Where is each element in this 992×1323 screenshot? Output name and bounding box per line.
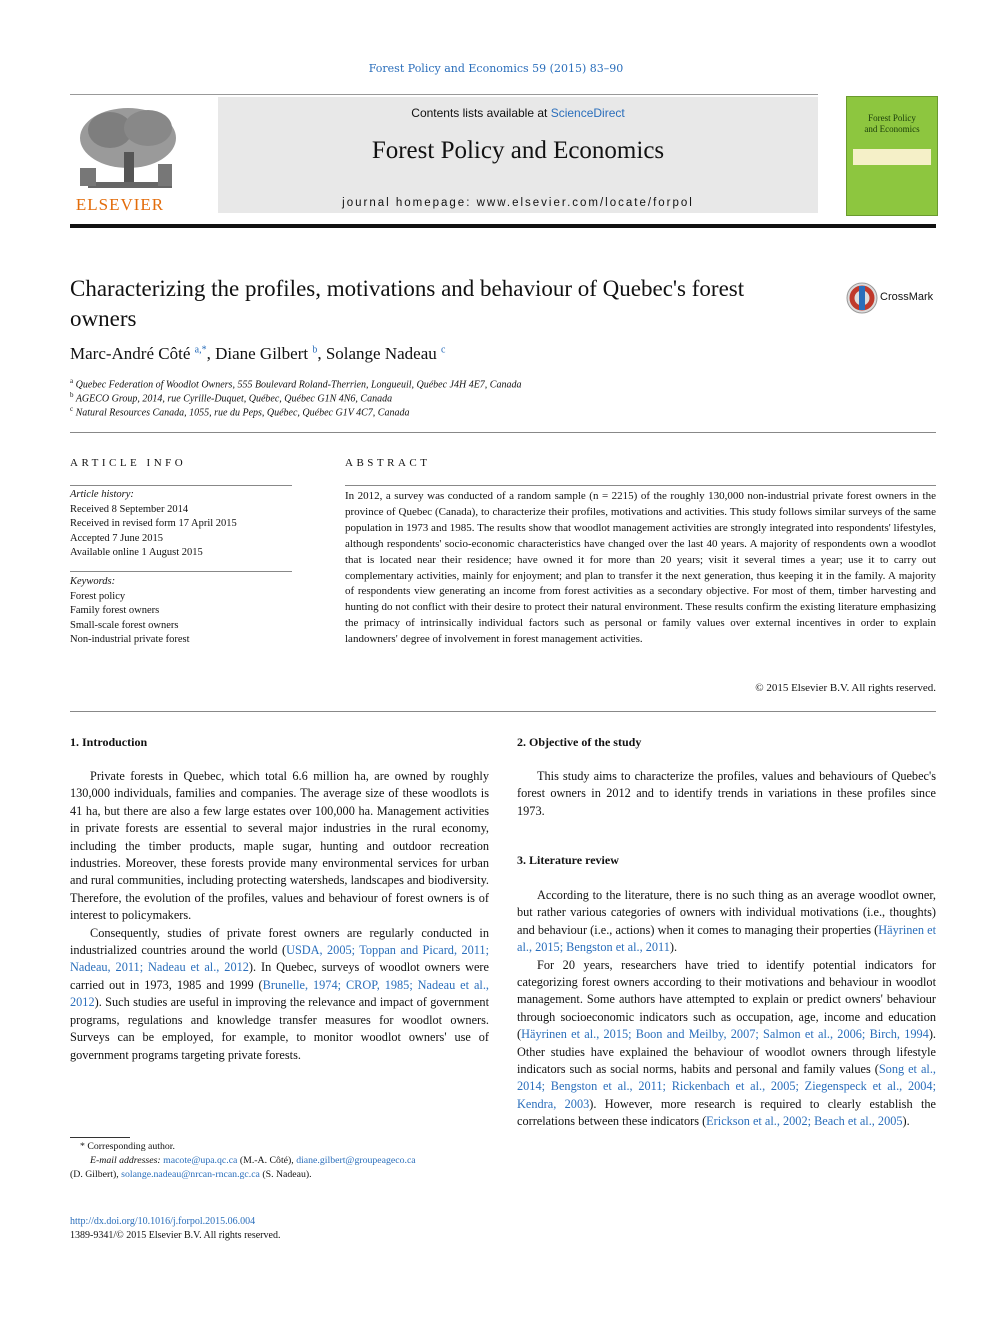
doi-link[interactable]: http://dx.doi.org/10.1016/j.forpol.2015.06.004: [70, 1216, 256, 1227]
section-heading-objective: 2. Objective of the study: [517, 735, 642, 749]
sciencedirect-link[interactable]: ScienceDirect: [550, 106, 625, 120]
author-name[interactable]: Marc-André Côté: [70, 344, 191, 363]
affiliation: $^b$ AGECO Group, 2014, rue Cyrille-Duquet, Québec, Québec G1N 4N6, Canada: [70, 391, 393, 405]
paragraph: Consequently, studies of private forest owners are regularly conducted in industrialized countries around the world (USDA, 2005; Toppan and Picard, 2011; Nadeau, 2011; Nadeau et al., 2012). In Quebec, surveys of woodlot owners were carried out in 1973, 1985 and 1999 (Brunelle, 1974; CROP, 1985; Nadeau et al., 2012). Such studies are useful in improving the relevance and impact of government programs, regulations and knowledge transfer measures for woodlot owners. Surveys can be employed, for example, to monitor woodlot owners' use of government programs targeting private forests.: [70, 925, 489, 1062]
header-top-rule: [70, 94, 818, 95]
header-bottom-rule: [70, 224, 936, 228]
divider: [345, 485, 936, 486]
paragraph: Private forests in Quebec, which total 6.6 million ha, are owned by roughly 130,000 individuals, families and companies. The average size of these woodlots is 41 ha, but there are also a few large estates over 100,000 ha. Management activities in private forests are essential to several major industries in the rural economy, including the timber products, maple sugar, hunting and outdoor recreation industries. Moreover, these forests provide many environmental services for urban and rural communities, including protecting watersheds, landscapes and biodiversity. Therefore, the evolution of the profiles, values and behaviour of forest owners is of interest to policymakers.: [70, 769, 489, 923]
keyword: Small-scale forest owners: [70, 619, 179, 631]
issn-copyright: 1389-9341/© 2015 Elsevier B.V. All rights reserved.: [70, 1230, 281, 1241]
journal-cover-thumbnail[interactable]: [846, 96, 938, 216]
copyright: © 2015 Elsevier B.V. All rights reserved.: [755, 682, 936, 694]
contents-availability: Contents lists available at ScienceDirect: [411, 106, 625, 120]
author-name[interactable]: Diane Gilbert: [215, 344, 309, 363]
abstract-text: In 2012, a survey was conducted of a random sample (n = 2215) of the roughly 130,000 non-industrial private forest owners in the province of Quebec (Canada), to characterize their profiles, motivations and activities. This study follows similar surveys of the same population in 1973 and 1985. The results show that woodlot management activities are strongly integrated into respondents' lifestyles, although respondents' socio-economic characteristics have changed over the last 40 years. A majority of respondents own a woodlot that is located near their residence; have owned it for more than 20 years; visit it several times a year; use it to carry out complementary activities, mainly for enjoyment; and plan to transfer it the next generation, thus keeping it in the family. A majority of respondents view generating an income from forest activities as a secondary objective. For most of them, timber harvesting and hunting do not conflict with their desire to protect their natural environment. These results confirm the existing literature emphasizing the primacy of intrinsically individual factors such as personal or family values over external incentives in order to explain landowners' degree of involvement in forest management activities.: [345, 490, 936, 646]
affiliation: $^a$ Quebec Federation of Woodlot Owners, 555 Boulevard Roland-Therrien, Longueuil, Québec J4H 4E7, Canada: [70, 377, 522, 391]
author-list: Marc-André Côté $^{a,*}$, Diane Gilbert $^b$, Solange Nadeau $^c$: [70, 344, 446, 363]
keywords: Keywords: Forest policy Family forest owners Small-scale forest owners Non-industrial private forest: [70, 575, 292, 648]
footnote-rule: [70, 1137, 130, 1138]
citation-link[interactable]: Brunelle, 1974; CROP, 1985; Nadeau et al., 2012: [70, 977, 489, 1010]
keyword: Family forest owners: [70, 605, 160, 616]
divider: [70, 711, 936, 712]
citation-link[interactable]: USDA, 2005; Toppan and Picard, 2011; Nadeau, 2011; Nadeau et al., 2012: [70, 943, 489, 975]
corresponding-author-mark[interactable]: *: [201, 344, 207, 356]
citation-link[interactable]: Song et al., 2014; Bengston et al., 2011; Rickenbach et al., 2005; Ziegenspeck et al., 2004; Kendra, 2003: [517, 1062, 936, 1111]
paragraph: According to the literature, there is no such thing as an average woodlot owner, but rather various categories of owners with individual motivations (i.e., thoughts) and behaviour (i.e., actions) when it comes to managing their properties (Häyrinen et al., 2015; Bengston et al., 2011).: [517, 888, 936, 955]
elsevier-wordmark: ELSEVIER: [75, 195, 165, 214]
paragraph: For 20 years, researchers have tried to identify potential indicators for categorizing forest owners according to their motivations and behaviour in woodlot management. Some authors have attempted to explain or predict owners' behaviour through socioeconomic indicators such as occupation, age, income and education (Häyrinen et al., 2015; Boon and Meilby, 2007; Salmon et al., 2006; Birch, 1994). Other studies have explained the behaviour of woodlot owners through lifestyle indicators such as social norms, habits and personal and family values (Song et al., 2014; Bengston et al., 2011; Rickenbach et al., 2005; Ziegenspeck et al., 2004; Kendra, 2003). However, more research is required to clearly establish the correlations between these indicators (Erickson et al., 2002; Beach et al., 2005).: [517, 957, 936, 1129]
keyword: Non-industrial private forest: [70, 634, 190, 645]
journal-homepage[interactable]: journal homepage: www.elsevier.com/locate/forpol: [342, 197, 694, 209]
section-heading-literature: 3. Literature review: [517, 853, 619, 867]
journal-title: Forest Policy and Economics: [371, 137, 665, 164]
divider: [70, 432, 936, 433]
article-title: Characterizing the profiles, motivations and behaviour of Quebec's forest owners: [70, 276, 745, 331]
literature-body: [517, 887, 936, 1131]
keyword: Forest policy: [70, 590, 126, 602]
doi-block: [70, 1215, 280, 1243]
affiliation: $^c$ Natural Resources Canada, 1055, rue du Peps, Québec, Québec G1V 4C7, Canada: [70, 405, 410, 419]
citation-link[interactable]: Häyrinen et al., 2015; Bengston et al., 2011: [517, 922, 936, 955]
article-info-heading: ARTICLE INFO: [70, 457, 187, 469]
crossmark-label: CrossMark: [880, 291, 934, 303]
citation-link[interactable]: Häyrinen et al., 2015; Boon and Meilby, 2007; Salmon et al., 2006; Birch, 1994: [521, 1027, 929, 1042]
footnote: * Corresponding author. E-mail addresses: macote@upa.qc.ca (M.-A. Côté), diane.gilbert@groupeageco.ca (D. Gilbert), solange.nadeau@nrcan-rncan.gc.ca (S. Nadeau).: [70, 1141, 416, 1180]
abstract-heading: ABSTRACT: [345, 457, 431, 469]
citation-link[interactable]: Erickson et al., 2002; Beach et al., 2005: [706, 1114, 903, 1129]
introduction-body: [70, 768, 489, 1064]
crossmark-badge[interactable]: [846, 282, 936, 314]
article-history: Article history: Received 8 September 2014 Received in revised form 17 April 2015 Accepted 7 June 2015 Available online 1 August 2015: [70, 489, 237, 558]
divider: [70, 571, 292, 572]
author-name[interactable]: Solange Nadeau: [325, 344, 437, 363]
email-link[interactable]: solange.nadeau@nrcan-rncan.gc.ca: [121, 1169, 260, 1180]
journal-reference[interactable]: Forest Policy and Economics 59 (2015) 83–90: [368, 62, 624, 75]
objective-body: [517, 768, 936, 820]
divider: [70, 485, 292, 486]
email-link[interactable]: diane.gilbert@groupeageco.ca: [296, 1155, 416, 1166]
crossmark-icon: [846, 282, 878, 314]
email-link[interactable]: macote@upa.qc.ca: [163, 1155, 238, 1166]
cover-title: Forest Policy and Economics: [864, 113, 920, 134]
cover-image-band: [853, 149, 931, 165]
paragraph: This study aims to characterize the profiles, values and behaviours of Quebec's forest owners in 2012 and to identify trends in variations in these profiles since 1973.: [517, 769, 936, 818]
section-heading-introduction: 1. Introduction: [70, 735, 148, 749]
